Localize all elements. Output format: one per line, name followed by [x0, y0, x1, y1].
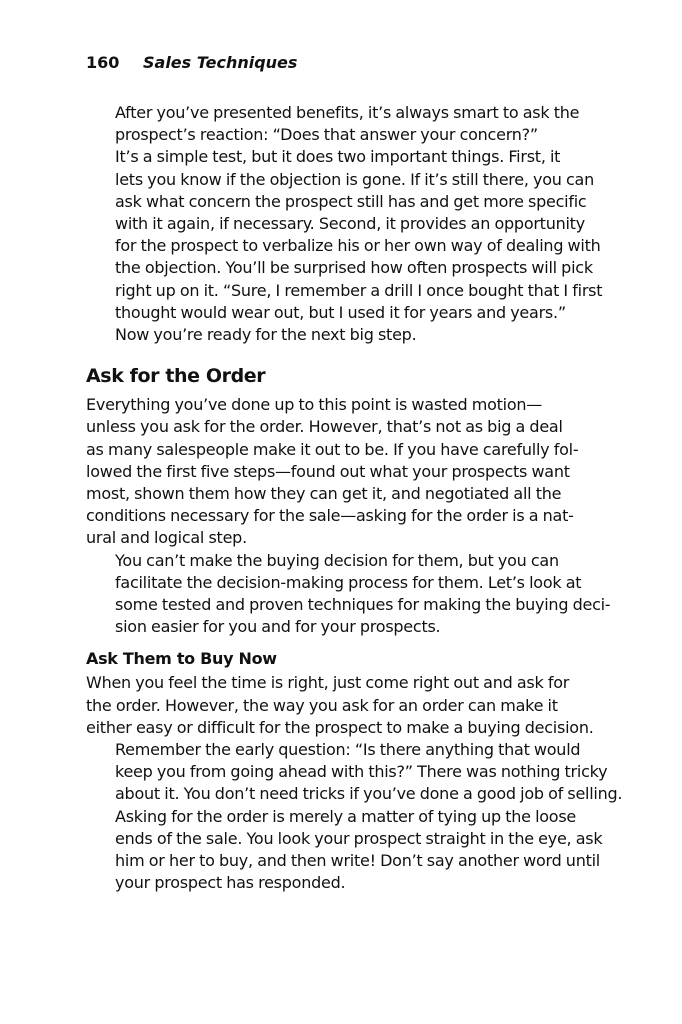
- text-line: with it again, if necessary. Second, it provides an opportunity: [115, 214, 585, 234]
- intro-paragraph-3: [86, 324, 596, 346]
- subsection-paragraph-1: [86, 672, 596, 739]
- subsection-heading: Ask Them to Buy Now: [86, 649, 277, 669]
- text-line: your prospect has responded.: [115, 873, 346, 893]
- text-line: lowed the first five steps—found out what your prospects want: [86, 461, 570, 481]
- text-line: unless you ask for the order. However, that’s not as big a deal: [86, 417, 563, 437]
- text-line: right up on it. “Sure, I remember a drill I once bought that I first: [115, 280, 603, 300]
- subsection-paragraph-2: [86, 739, 623, 806]
- text-line: thought would wear out, but I used it for years and years.”: [115, 302, 566, 322]
- text-line: about it. You don’t need tricks if you’ve done a good job of selling.: [115, 784, 623, 804]
- body-text: [86, 102, 623, 895]
- text-line: the objection. You’ll be surprised how often prospects will pick: [115, 258, 593, 278]
- text-line: Asking for the order is merely a matter of tying up the loose: [115, 806, 577, 826]
- section-paragraph-1: [86, 394, 596, 549]
- section-heading: Ask for the Order: [86, 365, 266, 388]
- text-line: It’s a simple test, but it does two important things. First, it: [115, 147, 561, 167]
- text-line: lets you know if the objection is gone. If it’s still there, you can: [115, 169, 594, 189]
- text-line: sion easier for you and for your prospects.: [115, 617, 441, 637]
- text-line: ends of the sale. You look your prospect straight in the eye, ask: [115, 828, 603, 848]
- intro-paragraph-2: [86, 146, 603, 324]
- intro-paragraph-1: [86, 102, 596, 146]
- text-line: Now you’re ready for the next big step.: [115, 325, 417, 345]
- page-number: 160: [86, 53, 120, 72]
- text-line: You can’t make the buying decision for them, but you can: [115, 550, 559, 570]
- text-line: ural and logical step.: [86, 528, 247, 548]
- text-line: conditions necessary for the sale—asking for the order is a nat-: [86, 506, 574, 526]
- text-line: as many salespeople make it out to be. If you have carefully fol-: [86, 439, 579, 459]
- section-paragraph-2: [86, 550, 611, 639]
- text-line: most, shown them how they can get it, and negotiated all the: [86, 484, 562, 504]
- text-line: Remember the early question: “Is there anything that would: [115, 740, 581, 760]
- text-line: some tested and proven techniques for making the buying deci-: [115, 595, 611, 615]
- running-head: [86, 50, 596, 76]
- text-line: After you’ve presented benefits, it’s always smart to ask the: [115, 103, 580, 122]
- text-line: keep you from going ahead with this?” There was nothing tricky: [115, 762, 608, 782]
- text-line: Everything you’ve done up to this point is wasted motion—: [86, 395, 543, 415]
- text-line: ask what concern the prospect still has and get more specific: [115, 191, 587, 211]
- text-line: facilitate the decision-making process for them. Let’s look at: [115, 572, 582, 592]
- text-line: When you feel the time is right, just come right out and ask for: [86, 673, 570, 693]
- text-line: for the prospect to verbalize his or her own way of dealing with: [115, 236, 601, 256]
- running-head-title: Sales Techniques: [143, 53, 298, 72]
- subsection-paragraph-3: [86, 806, 603, 895]
- text-line: prospect’s reaction: “Does that answer your concern?”: [115, 125, 538, 145]
- text-line: the order. However, the way you ask for an order can make it: [86, 695, 558, 715]
- text-line: him or her to buy, and then write! Don’t say another word until: [115, 851, 600, 871]
- text-line: either easy or difficult for the prospect to make a buying decision.: [86, 717, 594, 737]
- book-page: [86, 50, 623, 895]
